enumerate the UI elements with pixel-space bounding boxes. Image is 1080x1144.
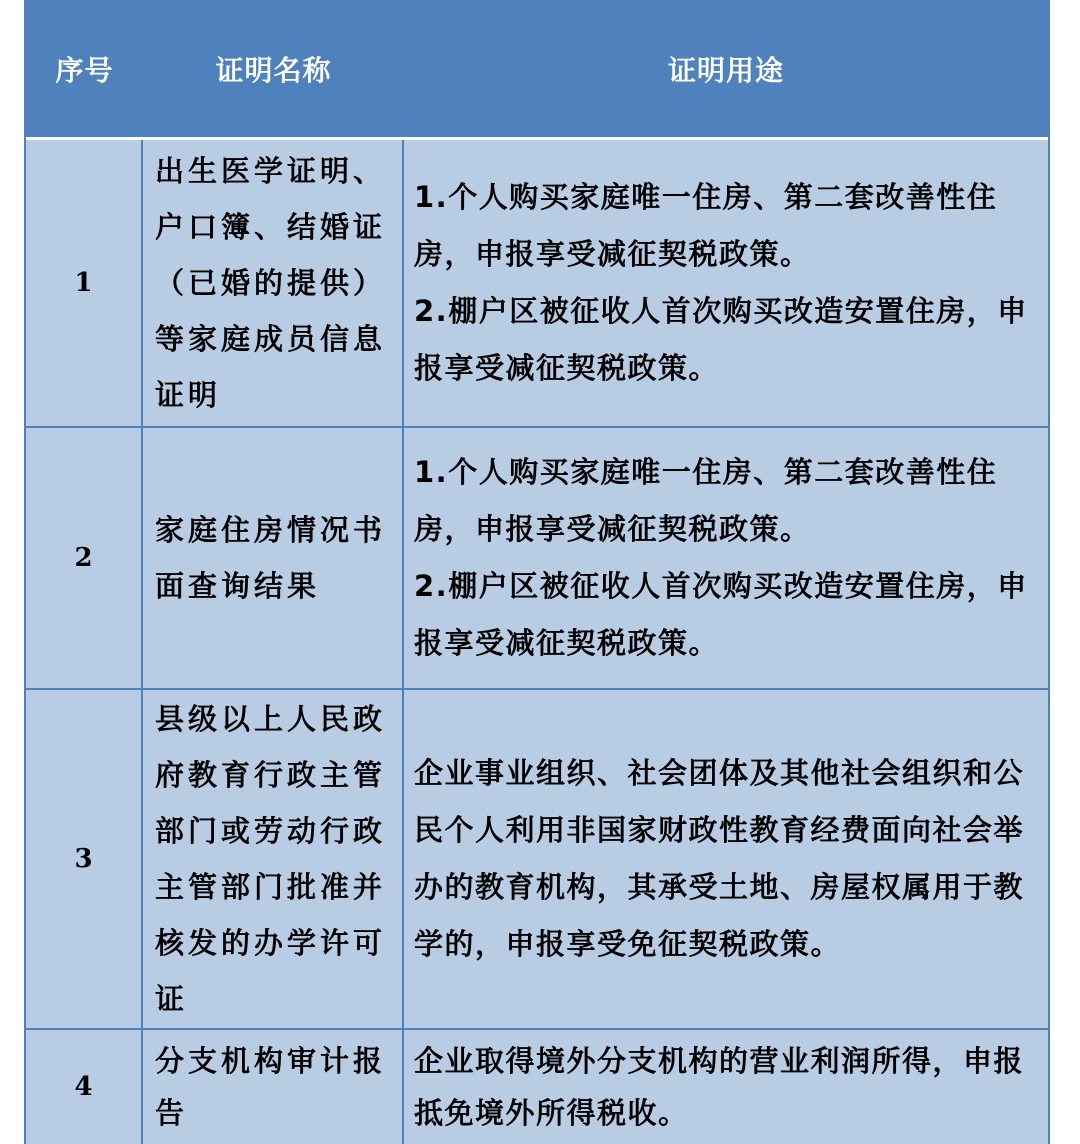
certificate-table (24, 0, 1050, 1144)
use-item: 企业取得境外分支机构的营业利润所得，申报抵免境外所得税收。 (414, 1044, 1025, 1130)
row-index: 3 (26, 690, 143, 1028)
certificate-name: 家庭住房情况书面查询结果 (143, 428, 404, 688)
row-index: 4 (26, 1030, 143, 1144)
use-item: 1.个人购买家庭唯一住房、第二套改善性住房，申报享受减征契税政策。 (414, 180, 998, 271)
row-index: 2 (26, 428, 143, 688)
use-item: 2.棚户区被征收人首次购买改造安置住房，申报享受减征契税政策。 (414, 294, 1028, 385)
certificate-use (404, 690, 1048, 1028)
header-name: 证明名称 (215, 53, 332, 87)
use-item: 企业事业组织、社会团体及其他社会组织和公民个人利用非国家财政性教育经费面向社会举办的教育机构，其承受土地、房屋权属用于教学的，申报享受免征契税政策。 (414, 756, 1025, 961)
table-row (26, 690, 1048, 1030)
certificate-use (404, 140, 1048, 426)
certificate-use (404, 1030, 1048, 1144)
certificate-name: 出生医学证明、户口簿、结婚证（已婚的提供）等家庭成员信息证明 (143, 140, 404, 426)
table-header (26, 0, 1048, 140)
table-row (26, 1030, 1048, 1144)
header-index: 序号 (55, 53, 114, 87)
certificate-use (404, 428, 1048, 688)
certificate-name: 县级以上人民政府教育行政主管部门或劳动行政主管部门批准并核发的办学许可证 (143, 690, 404, 1028)
row-index: 1 (26, 140, 143, 426)
use-item: 1.个人购买家庭唯一住房、第二套改善性住房，申报享受减征契税政策。 (414, 455, 998, 546)
use-item: 2.棚户区被征收人首次购买改造安置住房，申报享受减征契税政策。 (414, 569, 1028, 660)
header-use: 证明用途 (667, 53, 784, 87)
table-row (26, 140, 1048, 428)
certificate-name: 分支机构审计报告 (143, 1030, 404, 1144)
table-row (26, 428, 1048, 690)
